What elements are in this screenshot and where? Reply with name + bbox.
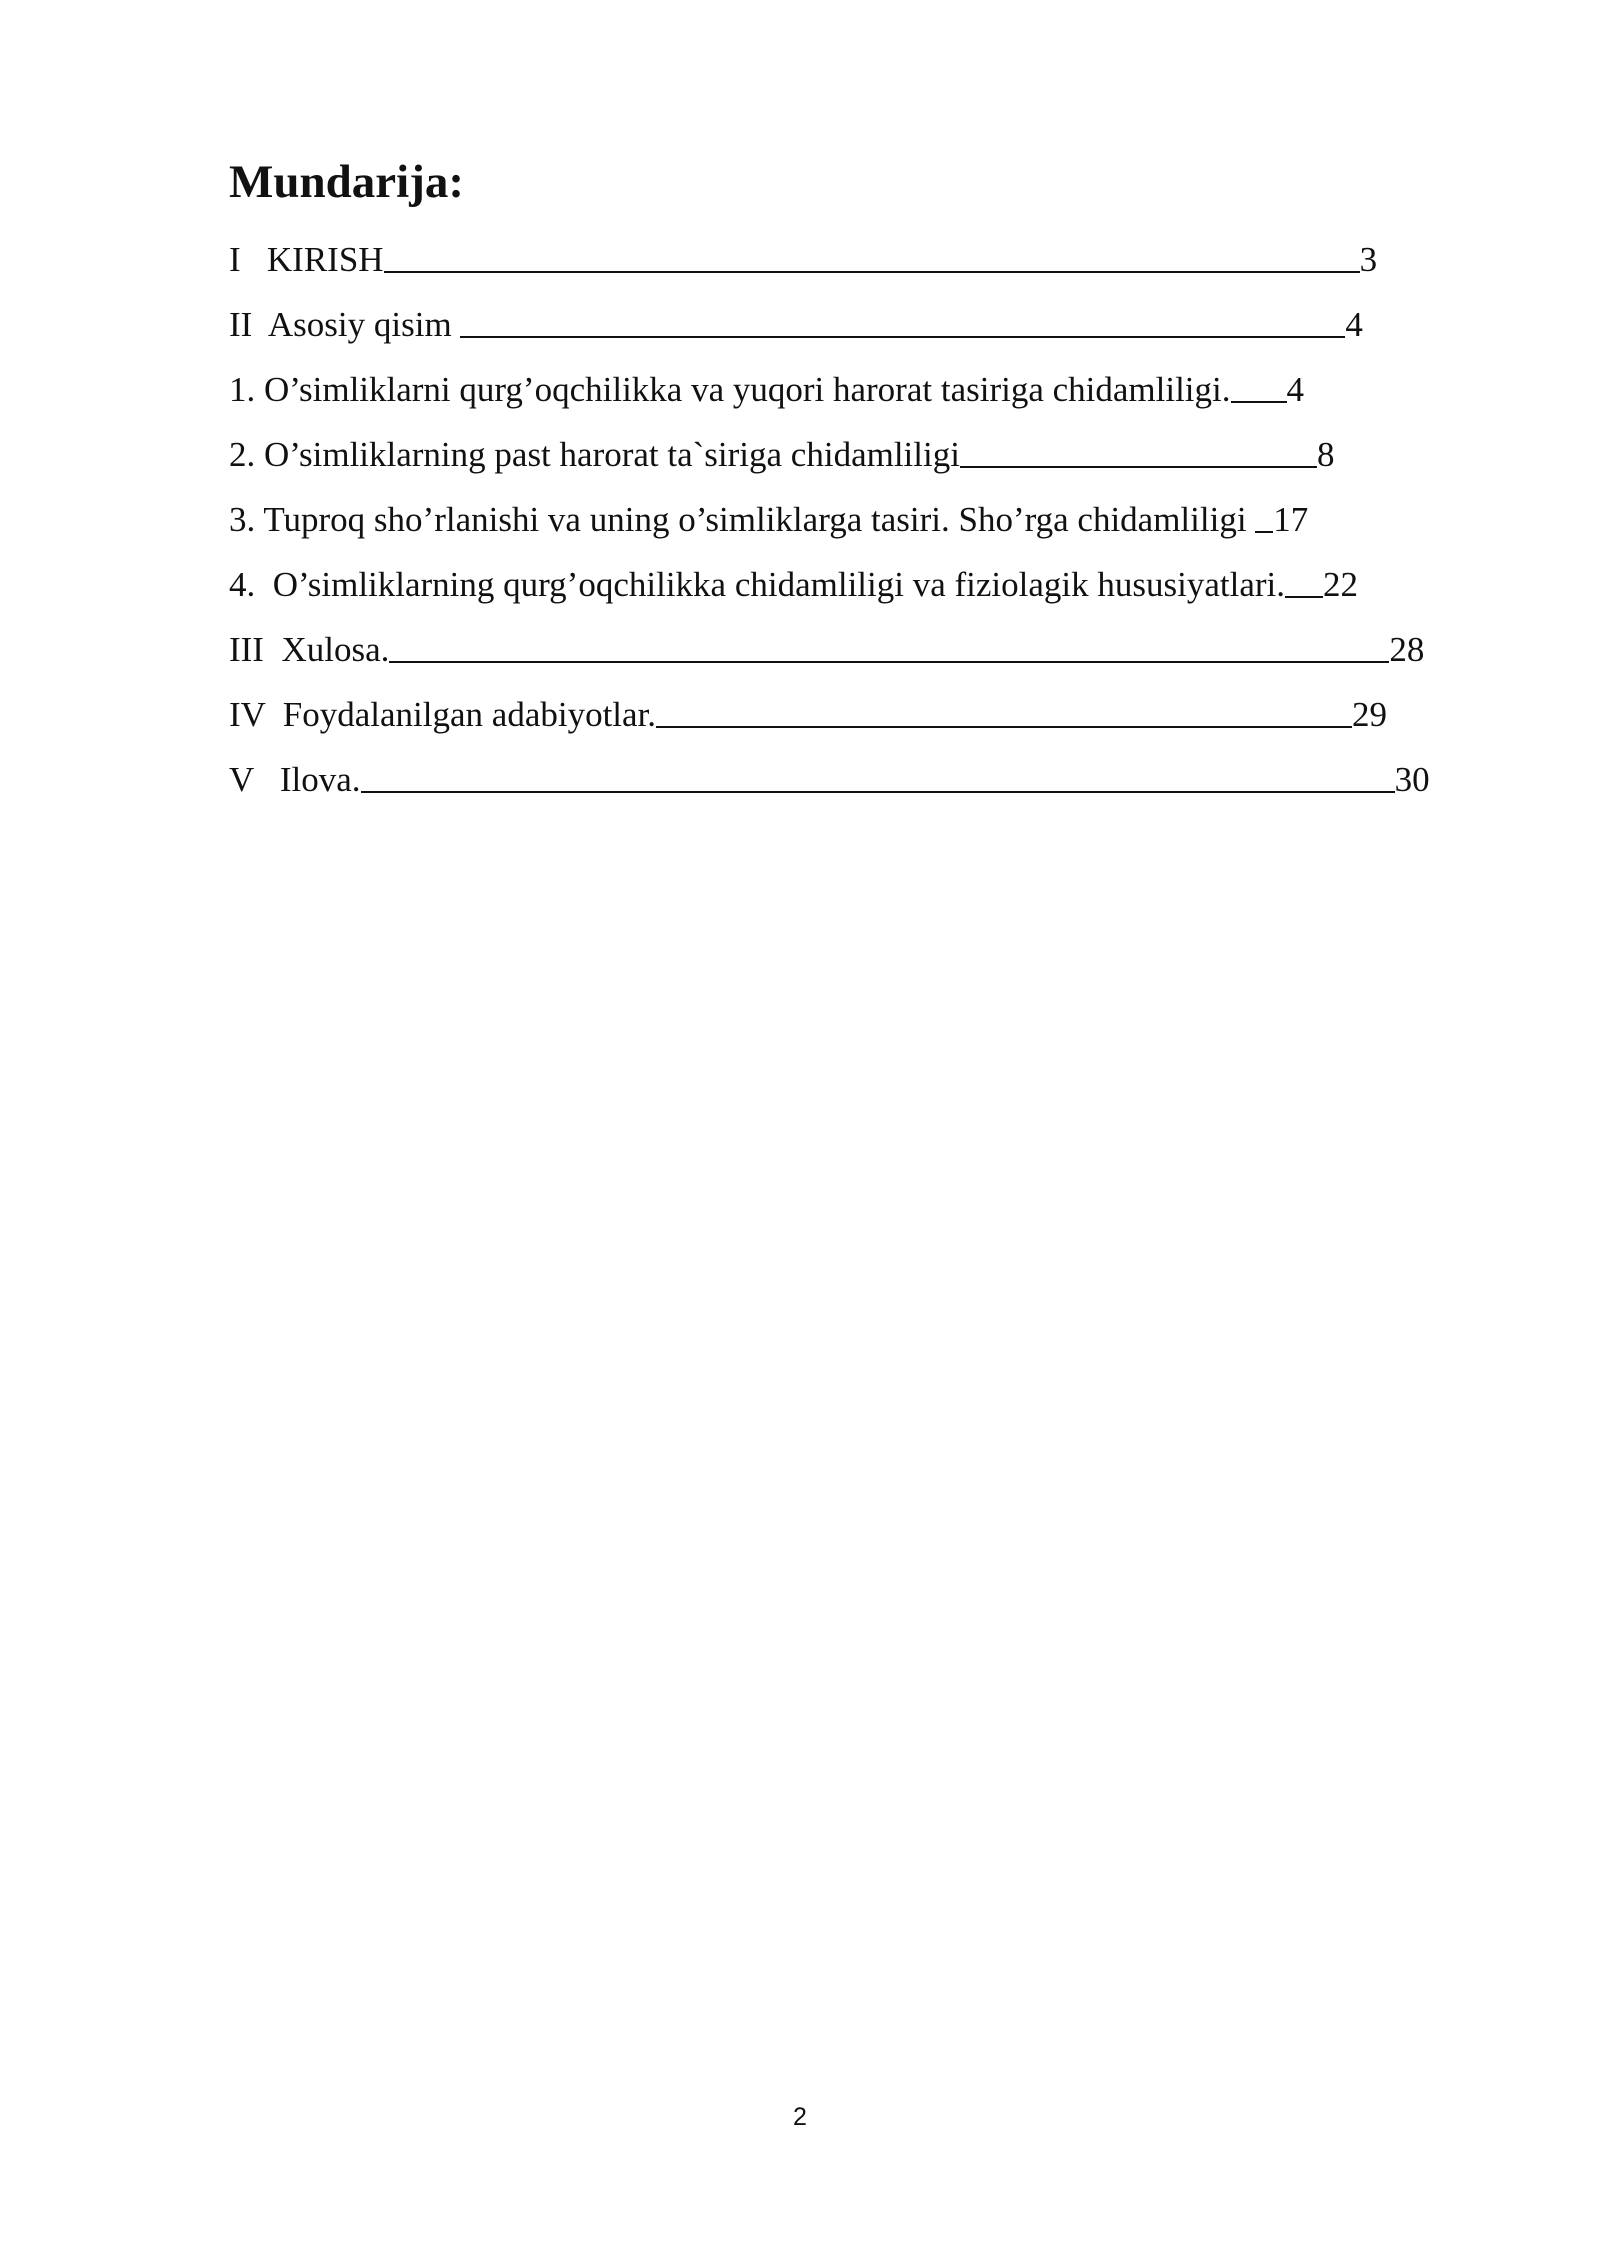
toc-entry-page: 8 xyxy=(1316,435,1335,474)
page-number: 2 xyxy=(793,2103,807,2131)
toc-leader-line xyxy=(361,790,1395,793)
toc-entry-section-4 xyxy=(229,557,1430,622)
toc-leader-line xyxy=(1285,595,1323,598)
toc-entry-label: II Asosiy qisim xyxy=(229,305,461,344)
toc-entry-label: V Ilova. xyxy=(229,760,361,799)
toc-entry-label: III Xulosa. xyxy=(229,630,390,669)
toc-entry-page: 4 xyxy=(1286,370,1304,409)
toc-entry-page: 22 xyxy=(1322,565,1358,604)
toc-entry-section-1 xyxy=(229,362,1430,427)
toc-leader-line xyxy=(389,660,1389,663)
toc-leader-line xyxy=(384,270,1360,273)
toc-entry-label: 4. O’simliklarning qurg’oqchilikka chidamliligi va fiziolagik hususiyatlari. xyxy=(229,565,1285,604)
toc-entry-label: 3. Tuproq sho’rlanishi va uning o’simliklarga tasiri. Sho’rga chidamliligi xyxy=(229,500,1256,539)
toc-leader-line xyxy=(1255,530,1273,533)
toc-leader-line xyxy=(960,465,1317,468)
toc-entry-label: 2. O’simliklarning past harorat ta`siriga chidamliligi xyxy=(229,435,960,474)
toc-leader-line xyxy=(1231,400,1287,403)
toc-entry-label: IV Foydalanilgan adabiyotlar. xyxy=(229,695,657,734)
toc-entry-page: 4 xyxy=(1345,305,1363,344)
toc-entry-main-part xyxy=(229,297,1430,362)
toc-entry-page: 30 xyxy=(1394,760,1430,799)
toc-entry-intro xyxy=(229,232,1430,297)
toc-entry-appendix xyxy=(229,752,1430,817)
toc-entry-label: 1. O’simliklarni qurg’oqchilikka va yuqori harorat tasiriga chidamliligi. xyxy=(229,370,1231,409)
toc-entry-page: 28 xyxy=(1389,630,1425,669)
toc-entry-section-2 xyxy=(229,427,1430,492)
toc-entry-page: 3 xyxy=(1359,240,1378,279)
toc-entry-page: 29 xyxy=(1352,695,1388,734)
toc-entry-page: 17 xyxy=(1273,500,1309,539)
toc-entry-label: I KIRISH xyxy=(229,240,384,279)
toc-entry-references xyxy=(229,687,1430,752)
toc-entry-conclusion xyxy=(229,622,1430,687)
toc-entry-section-3 xyxy=(229,492,1430,557)
toc-leader-line xyxy=(460,335,1345,338)
toc-leader-line xyxy=(656,725,1352,728)
table-of-contents xyxy=(229,232,1430,817)
toc-title: Mundarija: xyxy=(229,156,464,208)
